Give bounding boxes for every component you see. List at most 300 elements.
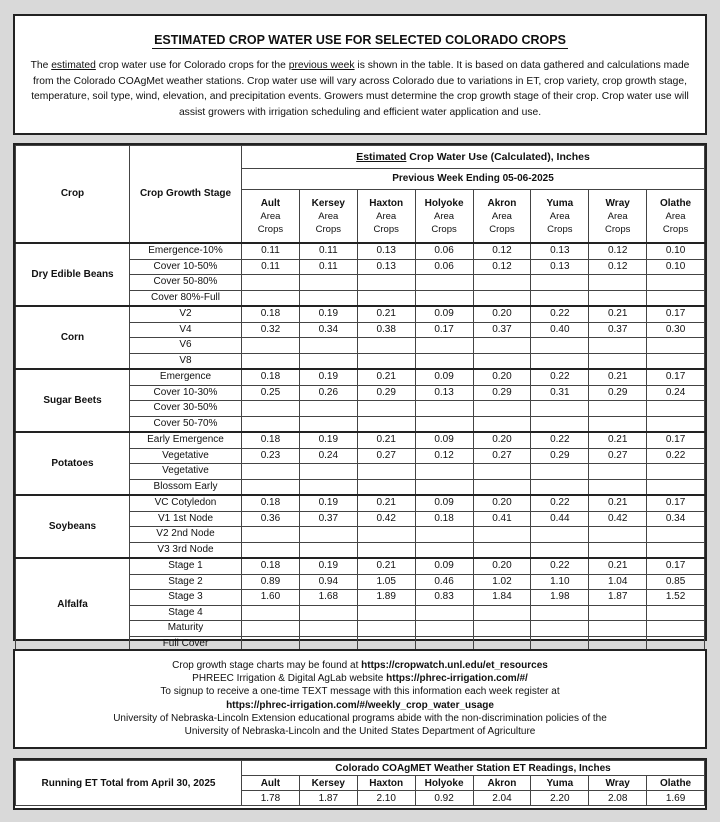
water-use-cell (531, 527, 589, 543)
site-sub: Area (318, 210, 339, 222)
crop-name: Sugar Beets (16, 369, 130, 432)
crop-name: Corn (16, 306, 130, 369)
water-use-cell (357, 338, 415, 354)
water-use-cell (357, 621, 415, 637)
running-et-label: Running ET Total from April 30, 2025 (16, 761, 242, 806)
water-use-cell (357, 479, 415, 495)
water-use-cell: 0.11 (299, 259, 357, 275)
crop-name: Alfalfa (16, 558, 130, 652)
signup-link-text[interactable]: https://phrec-irrigation.com/#/weekly_crop_water_usage (226, 699, 494, 711)
water-use-cell (299, 401, 357, 417)
water-use-cell (299, 353, 357, 369)
site-sub: Area (260, 210, 281, 222)
running-site-name: Kersey (299, 776, 357, 791)
water-use-cell: 0.21 (589, 369, 647, 385)
site-sub: Crops (547, 223, 573, 235)
water-use-cell (415, 416, 473, 432)
water-use-cell (589, 353, 647, 369)
water-use-cell (357, 275, 415, 291)
water-use-cell (531, 605, 589, 621)
site-name: Wray (605, 197, 630, 209)
site-header (357, 190, 415, 244)
water-use-cell: 0.22 (531, 306, 589, 322)
phrec-link[interactable]: https://phrec-irrigation.com/#/ (386, 673, 528, 685)
running-et-value: 2.20 (531, 791, 589, 806)
growth-stage: Maturity (130, 621, 242, 637)
site-name: Holyoke (424, 197, 464, 209)
water-use-cell (357, 464, 415, 480)
water-use-cell: 0.20 (473, 306, 531, 322)
water-use-cell: 0.12 (589, 259, 647, 275)
note-line: To signup to receive a one-time TEXT message with this information each week register at (160, 686, 560, 698)
water-use-cell: 0.44 (531, 511, 589, 527)
water-use-cell: 0.10 (647, 243, 705, 259)
water-use-cell (242, 290, 300, 306)
water-use-header-estimated: Estimated (356, 151, 407, 163)
water-use-cell (589, 416, 647, 432)
water-use-cell (531, 401, 589, 417)
water-use-cell (242, 527, 300, 543)
note-line: University of Nebraska-Lincoln Extension educational programs abide with the non-discrimination policies of the (113, 712, 607, 724)
water-use-cell: 0.27 (589, 448, 647, 464)
site-header (242, 190, 300, 244)
water-use-cell: 1.98 (531, 590, 589, 606)
water-use-cell (647, 353, 705, 369)
water-use-cell: 0.18 (242, 369, 300, 385)
water-use-cell: 0.40 (531, 322, 589, 338)
water-use-cell: 0.13 (357, 259, 415, 275)
site-sub: Crops (431, 223, 457, 235)
water-use-cell (589, 401, 647, 417)
growth-stage: Cover 30-50% (130, 401, 242, 417)
site-header (589, 190, 647, 244)
growth-stage: V3 3rd Node (130, 542, 242, 558)
water-use-cell: 0.18 (415, 511, 473, 527)
water-use-cell: 0.19 (299, 306, 357, 322)
water-use-cell: 0.19 (299, 558, 357, 574)
water-use-cell (473, 353, 531, 369)
water-use-cell (473, 621, 531, 637)
site-name: Akron (487, 197, 517, 209)
intro-text-1: The (30, 60, 52, 71)
water-use-cell: 0.31 (531, 385, 589, 401)
water-use-cell: 0.27 (357, 448, 415, 464)
water-use-cell (589, 338, 647, 354)
water-use-cell: 1.04 (589, 574, 647, 590)
running-et-panel (13, 758, 707, 810)
site-sub: Crops (315, 223, 341, 235)
water-use-cell (589, 605, 647, 621)
water-use-cell: 0.17 (647, 369, 705, 385)
water-use-cell (357, 527, 415, 543)
water-use-cell: 0.13 (531, 259, 589, 275)
water-use-header (242, 146, 705, 169)
intro-text-2: crop water use for Colorado crops for the (95, 60, 289, 71)
page-title (15, 33, 705, 47)
water-use-cell: 1.87 (589, 590, 647, 606)
site-sub: Area (607, 210, 628, 222)
water-use-cell: 0.18 (242, 495, 300, 511)
water-use-cell (242, 416, 300, 432)
running-et-value: 0.92 (415, 791, 473, 806)
water-use-cell: 0.41 (473, 511, 531, 527)
growth-stage: V2 (130, 306, 242, 322)
intro-estimated: estimated (51, 60, 96, 71)
growth-stage: Stage 2 (130, 574, 242, 590)
growth-stage: Stage 4 (130, 605, 242, 621)
site-name: Haxton (369, 197, 404, 209)
water-use-cell: 0.17 (647, 306, 705, 322)
water-use-cell: 0.20 (473, 558, 531, 574)
water-use-cell: 0.34 (299, 322, 357, 338)
table-row (16, 432, 705, 448)
water-use-cell (531, 464, 589, 480)
water-use-cell (299, 290, 357, 306)
running-site-name: Ault (242, 776, 300, 791)
growth-stage: Emergence (130, 369, 242, 385)
title-text: ESTIMATED CROP WATER USE FOR SELECTED COLORADO CROPS (154, 33, 566, 47)
growth-stage: Cover 10-30% (130, 385, 242, 401)
running-et-header: Colorado COAgMET Weather Station ET Readings, Inches (242, 761, 705, 776)
site-sub: Crops (373, 223, 399, 235)
growth-stage: V8 (130, 353, 242, 369)
water-use-cell (242, 605, 300, 621)
water-use-cell: 0.29 (589, 385, 647, 401)
water-use-cell: 0.24 (647, 385, 705, 401)
growth-stage: Blossom Early (130, 479, 242, 495)
water-use-cell (299, 527, 357, 543)
water-use-cell: 0.26 (299, 385, 357, 401)
intro-previous-week: previous week (288, 60, 355, 71)
water-use-cell (242, 479, 300, 495)
water-use-cell (415, 605, 473, 621)
note-line: University of Nebraska-Lincoln and the United States Department of Agriculture (184, 726, 536, 738)
water-use-cell (242, 621, 300, 637)
water-use-cell: 0.38 (357, 322, 415, 338)
site-sub: Area (376, 210, 397, 222)
running-et-value: 1.69 (647, 791, 705, 806)
site-sub: Area (491, 210, 512, 222)
water-use-cell (299, 605, 357, 621)
water-use-cell: 0.21 (589, 495, 647, 511)
site-sub: Crops (662, 223, 689, 235)
water-use-cell: 0.12 (589, 243, 647, 259)
water-use-cell: 0.19 (299, 495, 357, 511)
water-use-cell: 0.12 (473, 259, 531, 275)
water-use-cell (242, 464, 300, 480)
water-use-cell: 0.19 (299, 369, 357, 385)
water-use-cell (647, 275, 705, 291)
site-sub: Area (434, 210, 455, 222)
water-use-cell: 0.37 (589, 322, 647, 338)
water-use-cell (415, 275, 473, 291)
growth-stage: Vegetative (130, 448, 242, 464)
growth-stage: V6 (130, 338, 242, 354)
water-use-cell (531, 479, 589, 495)
water-use-cell (473, 290, 531, 306)
water-use-cell (647, 621, 705, 637)
water-use-cell (415, 621, 473, 637)
growth-stage: V1 1st Node (130, 511, 242, 527)
growth-stage: VC Cotyledon (130, 495, 242, 511)
growth-stage: Cover 10-50% (130, 259, 242, 275)
crop-name: Soybeans (16, 495, 130, 558)
water-use-cell (415, 338, 473, 354)
water-use-cell (473, 401, 531, 417)
water-use-cell (357, 290, 415, 306)
water-use-cell: 0.32 (242, 322, 300, 338)
site-header (647, 190, 705, 244)
water-use-cell (589, 479, 647, 495)
crop-water-table-panel (13, 143, 707, 649)
water-use-cell: 0.34 (647, 511, 705, 527)
water-use-cell: 0.21 (357, 432, 415, 448)
water-use-cell: 0.21 (357, 306, 415, 322)
site-header (473, 190, 531, 244)
water-use-cell (589, 527, 647, 543)
growth-stage: Emergence-10% (130, 243, 242, 259)
running-et-value: 1.78 (242, 791, 300, 806)
water-use-cell (473, 275, 531, 291)
running-et-value: 2.10 (357, 791, 415, 806)
water-use-cell (242, 542, 300, 558)
growth-stage: Vegetative (130, 464, 242, 480)
water-use-cell: 0.12 (473, 243, 531, 259)
crop-name: Dry Edible Beans (16, 243, 130, 306)
water-use-cell (299, 479, 357, 495)
site-sub: Area (665, 210, 686, 222)
water-use-cell: 0.17 (647, 432, 705, 448)
water-use-cell: 1.05 (357, 574, 415, 590)
table-row (16, 243, 705, 259)
water-use-cell: 0.06 (415, 259, 473, 275)
water-use-cell (589, 621, 647, 637)
water-use-cell (647, 338, 705, 354)
water-use-cell (299, 542, 357, 558)
table-row (16, 369, 705, 385)
water-use-cell: 0.42 (357, 511, 415, 527)
water-use-cell: 1.60 (242, 590, 300, 606)
water-use-cell: 0.11 (242, 243, 300, 259)
water-use-cell: 0.42 (589, 511, 647, 527)
running-et-value: 2.04 (473, 791, 531, 806)
site-header (531, 190, 589, 244)
running-site-name: Olathe (647, 776, 705, 791)
water-use-cell: 0.83 (415, 590, 473, 606)
intro-text-3: is shown in the table. It is based on data gathered and calculations made from the Colorado COAgMet weather stations. Crop water use will vary across Colorado due to variations in ET, crop variety, crop growth stage, temperature, soil type, wind, elevation, and precipitation events. Growers must determine the crop growth stage of their crop. Crop water use will assist growers with irrigation scheduling and efficient water application and use. (31, 60, 690, 118)
water-use-cell (299, 416, 357, 432)
water-use-cell: 0.21 (357, 369, 415, 385)
growth-stage: Stage 3 (130, 590, 242, 606)
water-use-cell (531, 353, 589, 369)
running-et-value: 2.08 (589, 791, 647, 806)
site-name: Ault (260, 197, 281, 209)
water-use-cell: 0.30 (647, 322, 705, 338)
water-use-cell (415, 542, 473, 558)
water-use-cell (473, 542, 531, 558)
growth-stage: Cover 50-80% (130, 275, 242, 291)
growth-stage: Early Emergence (130, 432, 242, 448)
water-use-cell (531, 542, 589, 558)
water-use-cell (415, 290, 473, 306)
water-use-cell (415, 464, 473, 480)
water-use-cell: 0.09 (415, 306, 473, 322)
water-use-cell: 1.10 (531, 574, 589, 590)
signup-link[interactable] (15, 699, 705, 712)
water-use-cell: 0.12 (415, 448, 473, 464)
water-use-cell: 0.22 (647, 448, 705, 464)
water-use-cell: 0.20 (473, 432, 531, 448)
water-use-cell (531, 290, 589, 306)
water-use-cell (647, 401, 705, 417)
running-site-name: Wray (589, 776, 647, 791)
water-use-cell: 0.29 (357, 385, 415, 401)
water-use-cell: 0.89 (242, 574, 300, 590)
running-site-name: Haxton (357, 776, 415, 791)
water-use-cell (647, 479, 705, 495)
running-site-name: Yuma (531, 776, 589, 791)
water-use-cell (589, 542, 647, 558)
water-use-cell: 0.85 (647, 574, 705, 590)
water-use-cell: 0.36 (242, 511, 300, 527)
water-use-cell (647, 527, 705, 543)
intro-panel (13, 14, 707, 135)
crop-column-header: Crop (16, 146, 130, 244)
growth-stage: Cover 50-70% (130, 416, 242, 432)
growth-stage: V4 (130, 322, 242, 338)
water-use-cell: 0.29 (531, 448, 589, 464)
crop-name: Potatoes (16, 432, 130, 495)
site-name: Kersey (311, 197, 345, 209)
water-use-cell: 0.24 (299, 448, 357, 464)
water-use-cell: 1.84 (473, 590, 531, 606)
water-use-cell: 0.25 (242, 385, 300, 401)
water-use-cell: 1.68 (299, 590, 357, 606)
water-use-cell: 0.18 (242, 432, 300, 448)
intro-paragraph (27, 58, 693, 120)
water-use-cell (415, 353, 473, 369)
water-use-cell: 0.17 (647, 495, 705, 511)
water-use-cell (647, 290, 705, 306)
site-name: Olathe (660, 197, 692, 209)
water-use-cell: 0.21 (589, 306, 647, 322)
water-use-cell: 1.52 (647, 590, 705, 606)
note-text: Crop growth stage charts may be found at (172, 660, 362, 671)
running-site-name: Akron (473, 776, 531, 791)
water-use-cell: 0.09 (415, 369, 473, 385)
water-use-cell: 0.22 (531, 558, 589, 574)
note-line (15, 672, 705, 685)
water-use-cell (531, 338, 589, 354)
water-use-cell (357, 416, 415, 432)
site-sub: Crops (489, 223, 515, 235)
water-use-cell: 0.10 (647, 259, 705, 275)
site-sub: Crops (605, 223, 631, 235)
water-use-cell (242, 338, 300, 354)
water-use-cell: 0.21 (357, 558, 415, 574)
water-use-cell: 0.37 (299, 511, 357, 527)
water-use-cell (357, 605, 415, 621)
growth-stage: Stage 1 (130, 558, 242, 574)
site-header (299, 190, 357, 244)
water-use-cell: 0.19 (299, 432, 357, 448)
water-use-cell (415, 479, 473, 495)
water-use-cell: 0.09 (415, 432, 473, 448)
site-name: Yuma (546, 197, 574, 209)
water-use-cell (647, 605, 705, 621)
water-use-cell (589, 275, 647, 291)
week-header: Previous Week Ending 05-06-2025 (242, 169, 705, 190)
water-use-cell (299, 464, 357, 480)
water-use-cell: 0.20 (473, 495, 531, 511)
water-use-cell: 0.11 (299, 243, 357, 259)
water-use-cell: 0.94 (299, 574, 357, 590)
water-use-cell (647, 542, 705, 558)
growth-stage: Full Cover (130, 636, 242, 652)
running-header-row (16, 761, 705, 776)
water-use-cell (242, 353, 300, 369)
water-use-cell (473, 605, 531, 621)
water-use-cell: 0.29 (473, 385, 531, 401)
table-row (16, 558, 705, 574)
site-sub: Crops (257, 223, 284, 235)
water-use-cell (647, 464, 705, 480)
water-use-cell (415, 401, 473, 417)
water-use-cell (589, 464, 647, 480)
water-use-cell (473, 338, 531, 354)
water-use-cell: 0.23 (242, 448, 300, 464)
water-use-cell: 0.17 (415, 322, 473, 338)
water-use-cell: 0.13 (415, 385, 473, 401)
water-use-cell (357, 542, 415, 558)
water-use-cell (299, 338, 357, 354)
water-use-cell: 0.13 (357, 243, 415, 259)
running-site-name: Holyoke (415, 776, 473, 791)
water-use-cell (357, 353, 415, 369)
water-use-cell (299, 275, 357, 291)
water-use-cell (531, 621, 589, 637)
water-use-cell (415, 527, 473, 543)
notes-panel (13, 649, 707, 749)
water-use-cell: 0.22 (531, 432, 589, 448)
note-text: PHREEC Irrigation & Digital AgLab website (192, 673, 387, 685)
water-use-cell: 0.17 (647, 558, 705, 574)
water-use-header-text: Crop Water Use (Calculated), Inches (406, 151, 590, 163)
water-use-cell (647, 416, 705, 432)
water-use-cell (473, 527, 531, 543)
table-row (16, 495, 705, 511)
water-use-cell (357, 401, 415, 417)
water-use-cell: 0.18 (242, 306, 300, 322)
water-use-cell (299, 621, 357, 637)
growth-stage: Cover 80%-Full (130, 290, 242, 306)
water-use-cell (531, 416, 589, 432)
crop-water-table (15, 145, 705, 652)
water-use-cell: 0.13 (531, 243, 589, 259)
water-use-cell: 0.27 (473, 448, 531, 464)
water-use-cell (473, 479, 531, 495)
site-header (415, 190, 473, 244)
water-use-cell: 0.09 (415, 495, 473, 511)
table-row (16, 306, 705, 322)
header-row (16, 146, 705, 169)
water-use-cell (473, 416, 531, 432)
note-line (15, 659, 705, 672)
cropwatch-link[interactable]: https://cropwatch.unl.edu/et_resources (361, 660, 548, 671)
water-use-cell: 0.22 (531, 495, 589, 511)
water-use-cell: 1.89 (357, 590, 415, 606)
water-use-cell (473, 464, 531, 480)
